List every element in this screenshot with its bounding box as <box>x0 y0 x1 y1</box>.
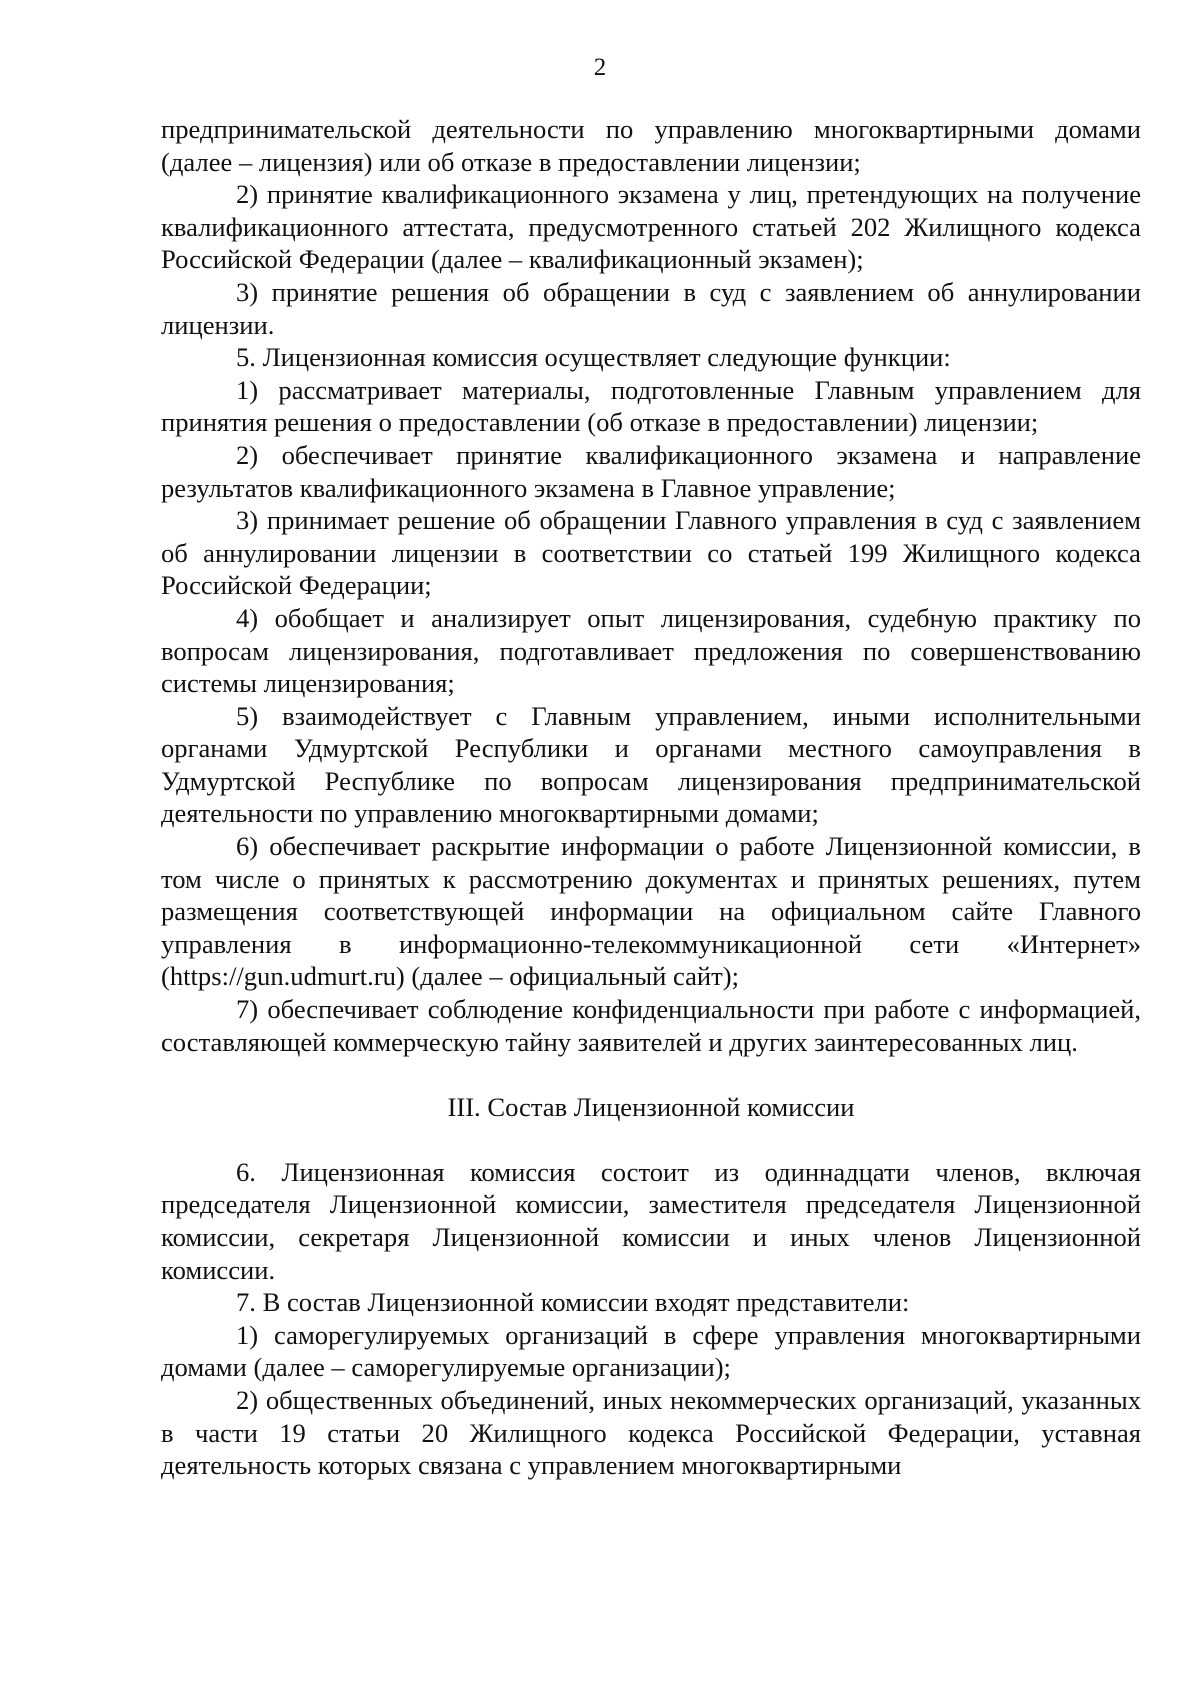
paragraph-commission-members: 6. Лицензионная комиссия состоит из одиннадцати членов, включая председателя Лицензионной комиссии, заместителя председателя Лицензионной комиссии, секретаря Лицензионной комиссии и иных членов Лицензионной комиссии. <box>161 1156 1141 1285</box>
paragraph-license-definition-continuation: предпринимательской деятельности по управлению многоквартирными домами (далее – лицензия) или об отказе в предоставлении лицензии; <box>161 114 1141 177</box>
paragraph-qualification-exam: 2) принятие квалификационного экзамена у лиц, претендующих на получение квалификационного аттестата, предусмотренного статьей 202 Жилищного кодекса Российской Федерации (далее – квалификационный экзамен); <box>161 179 1141 275</box>
paragraph-function-4: 4) обобщает и анализирует опыт лицензирования, судебную практику по вопросам лицензирования, подготавливает предложения по совершенствованию системы лицензирования; <box>161 602 1141 699</box>
paragraph-function-2: 2) обеспечивает принятие квалификационного экзамена и направление результатов квалификационного экзамена в Главное управление; <box>161 439 1141 503</box>
section-heading-commission-composition: III. Состав Лицензионной комиссии <box>447 1092 855 1123</box>
paragraph-function-7: 7) обеспечивает соблюдение конфиденциальности при работе с информацией, составляющей коммерческую тайну заявителей и других заинтересованных лиц. <box>161 994 1141 1057</box>
paragraph-function-3: 3) принимает решение об обращении Главного управления в суд с заявлением об аннулировании лицензии в соответствии со статьей 199 Жилищного кодекса Российской Федерации; <box>161 505 1141 601</box>
paragraph-function-6: 6) обеспечивает раскрытие информации о работе Лицензионной комиссии, в том числе о принятых к рассмотрению документах и принятых решениях, путем размещения соответствующей информации на официальном сайте Главного управления в информационно-телекоммуникационной сети «Интернет» (https://gun.udmurt.ru) (далее – официальный сайт); <box>161 831 1141 992</box>
paragraph-function-1: 1) рассматривает материалы, подготовленные Главным управлением для принятия решения о предоставлении (об отказе в предоставлении) лицензии; <box>161 374 1141 438</box>
page-number: 2 <box>593 54 607 81</box>
paragraph-function-5: 5) взаимодействует с Главным управлением, иными исполнительными органами Удмуртской Республики и органами местного самоуправления в Удмуртской Республике по вопросам лицензирования предпринимательской деятельности по управлению многоквартирными домами; <box>161 700 1141 829</box>
paragraph-commission-representatives: 7. В состав Лицензионной комиссии входят представители: <box>236 1287 910 1318</box>
document-body <box>161 113 1141 1482</box>
paragraph-commission-functions-heading: 5. Лицензионная комиссия осуществляет следующие функции: <box>236 342 951 373</box>
paragraph-representatives-1: 1) саморегулируемых организаций в сфере управления многоквартирными домами (далее – саморегулируемые организации); <box>161 1319 1141 1383</box>
paragraph-court-appeal-decision: 3) принятие решения об обращении в суд с заявлением об аннулировании лицензии. <box>161 276 1141 340</box>
paragraph-representatives-2: 2) общественных объединений, иных некоммерческих организаций, указанных в части 19 статьи 20 Жилищного кодекса Российской Федерации, уставная деятельность которых связана с управлением многоквартирными <box>161 1384 1141 1481</box>
